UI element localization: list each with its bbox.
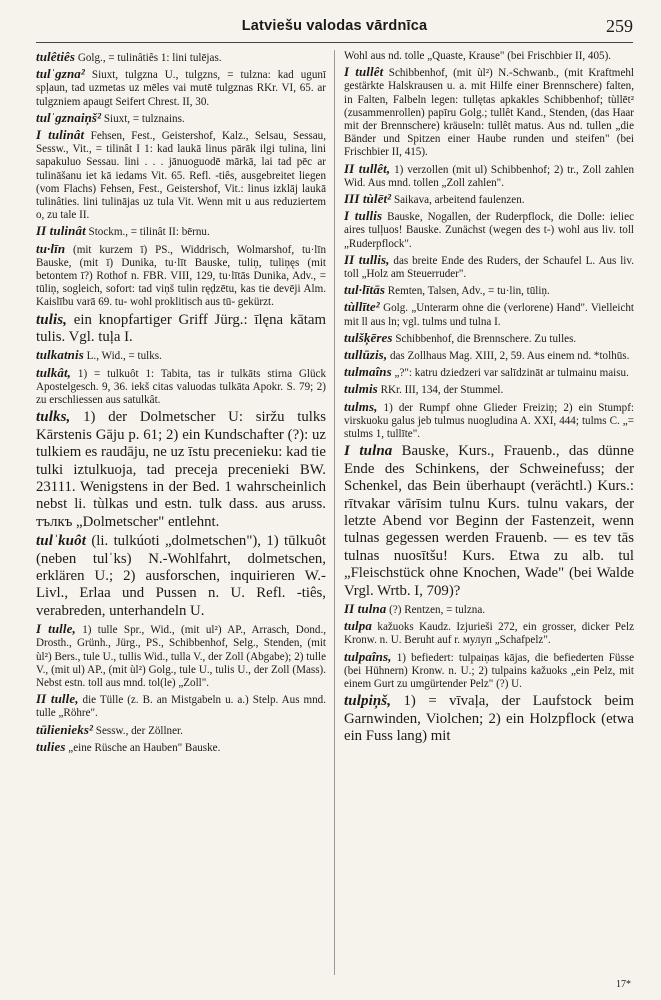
dictionary-entry xyxy=(36,242,326,310)
entry-text: (li. tulkúoti „dolmetschen"), 1) tūlkuôt (neben tulˈks) N.-Wohlfahrt, dolmetschen, erklären U.; 2) ausforschen, inquirieren W.-Livl., Erlaa und Pussen n. U. Refl. -tiês, verabreden, unterhandeln U. xyxy=(36,533,326,619)
headword: tul·lītās xyxy=(344,282,385,298)
entry-text: Golg., = tulinâtiês 1: lini tulējas. xyxy=(75,52,222,64)
entry-text: die Tülle (z. B. an Mistgabeln u. a.) Stelp. Aus mnd. tulle „Röhre". xyxy=(36,694,326,720)
dictionary-entry xyxy=(344,693,634,745)
dictionary-entry xyxy=(36,740,326,755)
page-number: 259 xyxy=(606,16,633,36)
page-header xyxy=(36,16,633,43)
headword: I tullis xyxy=(344,208,383,224)
dictionary-entry xyxy=(344,253,634,281)
entry-text: 1) der Dolmetscher U: siržu tulks Kārstenis Gāju p. 61; 2) ein Kundschafter (?): uz tulkiem es raudāju, ne uz īstu precenieku: kad tie tulki iztulkuoja, tad preceja precenieki BW. 23111. Wenigstens in der Bed. 1 wahrscheinlich nebst li. tùlkas und estn. tulk dass. aus aruss. тълкъ „Dolmetscher" entlehnt. xyxy=(36,409,326,530)
headword: II tulna xyxy=(344,600,387,616)
left-column xyxy=(36,50,326,980)
entry-text: kažuoks Kaudz. Izjurieši 272, ein grosser, dicker Pelz Kronw. n. U. Beruht auf r. мулуп „Schafpelz". xyxy=(344,621,634,647)
headword: II tullêt, xyxy=(344,160,391,176)
dictionary-entry xyxy=(36,366,326,408)
dictionary-entry xyxy=(344,192,634,207)
entry-text: 1) der Rumpf ohne Glieder Freiziņ; 2) ein Stumpf: virskuoku galus jeb tulmus nuogludina A. XXI, 444; tulms C. „= stulms 1, tullīte". xyxy=(344,401,634,441)
dictionary-entry xyxy=(36,67,326,109)
dictionary-entry xyxy=(344,400,634,442)
headword: tu·līn xyxy=(36,240,66,256)
dictionary-entry xyxy=(344,300,634,328)
dictionary-entry xyxy=(36,312,326,347)
dictionary-entry xyxy=(36,348,326,363)
entry-text: (?) Rentzen, = tulzna. xyxy=(386,603,486,616)
entry-text: 1) = vīvaļa, der Laufstock beim Garnwinden, Violchen; 2) ein Holzpflock (etwa ein Fuss lang) mit xyxy=(344,693,634,744)
headword: tulˈkuôt xyxy=(36,533,86,550)
entry-text: Golg. „Unterarm ohne die (verlorene) Hand". Vielleicht mit ll aus ln; vgl. tulms und tulna I. xyxy=(344,302,634,328)
entry-text: (mit kurzem ī) PS., Widdrisch, Wolmarshof, tu·līn Bauske, (mit ī) Dunika, tu·līt Bauske, tuliņ, tuliņęs (mit betontem ī?) Rothof n. FBR. VIII, 129, tu·lītās Dunika, Adv., = tūliņ, sogleich, sofort: tad viņš tulin ręḍzētu, kas tie devēji Alm. Kaislību varā 69. tu- wohl proklitisch aus tū- gekürzt. xyxy=(36,243,326,309)
headword: tulmis xyxy=(344,381,378,397)
headword: II tulinât xyxy=(36,223,86,239)
dictionary-entry xyxy=(344,650,634,692)
entry-text: „?": katru dziedzeri var salīdzināt ar tulmainu maisu. xyxy=(391,367,629,380)
dictionary-entry xyxy=(344,348,634,363)
entry-text: Stockm., = tilinât II: bērnu. xyxy=(85,226,210,239)
entry-text: RKr. III, 134, der Stummel. xyxy=(377,384,504,397)
dictionary-entry xyxy=(344,365,634,380)
entry-text: 1) tulle Spr., Wid., (mit ul²) AP., Arrasch, Dond., Drosth., Grünh., Jürg., PS., Schibbenhof, Selg., Stenden, (mit ùl²) Bers., tule U., tullis Wid., tulla V., der Zoll (Abgabe); 2) tulle V., (mit ul) AP., (mit ùl²) Golg., tule U., tulis U., der Zoll (Mass). Nebst estn. toll aus mnd. tol(le) „Zoll". xyxy=(36,624,326,689)
dictionary-entry xyxy=(344,331,634,346)
entry-text: L., Wid., = tulks. xyxy=(83,350,162,363)
dictionary-entry xyxy=(344,209,634,251)
dictionary-entry xyxy=(36,50,326,65)
dictionary-entry xyxy=(36,533,326,620)
dictionary-entry xyxy=(36,128,326,222)
headword: tulêtiês xyxy=(36,50,76,64)
entry-text: ein knopfartiger Griff Jürg.: īlęna kātam tulis. Vgl. tuļa I. xyxy=(36,311,326,346)
headword: tùllīte² xyxy=(344,299,380,315)
headword: tulšķēres xyxy=(344,329,393,345)
headword: tulmaîns xyxy=(344,364,392,380)
headword: tulis, xyxy=(36,311,68,328)
headword: tulˈgznaiņš² xyxy=(36,109,102,125)
headword: I tulinât xyxy=(36,127,85,143)
entry-text: das breite Ende des Ruders, der Schaufel L. Aus liv. toll „Holz am Steuerruder". xyxy=(344,254,634,281)
headword: II tullis, xyxy=(344,251,390,267)
dictionary-entry xyxy=(344,162,634,190)
running-title: Latviešu valodas vārdnīca xyxy=(241,18,428,34)
entry-text: Schibbenhof, (mit ùl²) N.-Schwanb., (mit Kraftmehl gestärkte Halskrausen u. a. mit Hilfe einer Brennschere) falten, in Falten, Falbeln legen: tullętas apkakles Schibbenhof; tùllēt² (zusammenrollen) papīru Golg.; tullêt Kand., Stenden, (das Haar mit der Brennschere) kräuseln: tullêt matus. Aus nd. tullen „die Bänder und Spitzen einer Haube runden und steifen" (bei Frischbier II, 415). xyxy=(344,67,634,159)
entry-text: Siuxt, = tulznains. xyxy=(101,112,185,125)
entry-text: 1) befiedert: tulpaiņas kājas, die befiederten Füsse (bei Hühnern) Kronw. n. U.; 2) tulpains kažuoks „ein Pelz, mit einem Gurt zu umgürtender Pelz" (?) U. xyxy=(344,651,634,690)
headword: tulpa xyxy=(344,618,372,634)
entry-text: Siuxt, tulgzna U., tulgzns, = tulzna: kad ugunī spļaun, tad uzmetas uz mēles vai mutē tulgznas RKr. VI, 65. ar tulgzniem apaugt Seifert Chrest. II, 30. xyxy=(36,69,326,108)
entry-text: Sessw., der Zöllner. xyxy=(93,724,183,737)
dictionary-entry xyxy=(344,65,634,159)
headword: tulkatnis xyxy=(36,347,84,363)
headword: I tullêt xyxy=(344,64,384,80)
entry-text: 1) verzollen (mit ul) Schibbenhof; 2) tr., Zoll zahlen Wid. Aus mnd. tollen „Zoll zahlen". xyxy=(344,163,634,189)
headword: tulpaîns, xyxy=(344,648,392,664)
dictionary-entry xyxy=(36,622,326,690)
headword: III tùlēt² xyxy=(344,191,392,207)
headword: tūlienieks² xyxy=(36,721,94,737)
headword: tulks, xyxy=(36,409,71,426)
dictionary-entry xyxy=(344,619,634,647)
headword: II tulle, xyxy=(36,691,79,707)
dictionary-entry xyxy=(344,443,634,600)
entry-text: Bauske, Kurs., Frauenb., das dünne Ende des Schinkens, der Schweinefuss; der Schenkel, das Bein überhaupt (verächtl.) Kurs.: rītvakar vārīsim tulnu Kurs. tulnu vakars, der letzte Abend vor Beginn der Fastenzeit, wenn tulnas gegessen werden Frauenb. — es tev tās tulnas nuosītšu! Kurs. Etwa zu alb. tul „Fleischstück ohne Knochen, Wade" (bei Walde Vrgl. Wrtb. I, 709)? xyxy=(344,443,634,599)
signature-mark: 17* xyxy=(616,979,631,990)
dictionary-entry xyxy=(344,50,634,63)
entry-text: das Zollhaus Mag. XIII, 2, 59. Aus einem nd. *tolhūs. xyxy=(387,350,630,363)
right-column xyxy=(344,50,634,980)
entry-text: Saikava, arbeitend faulenzen. xyxy=(391,194,525,207)
headword: I tulle, xyxy=(36,621,76,637)
entry-text: „eine Rüsche an Hauben" Bauske. xyxy=(65,741,221,754)
column-divider xyxy=(334,50,335,975)
dictionary-entry xyxy=(36,224,326,239)
entry-text: 1) = tulkuôt 1: Tabita, tas ir tulkāts stirna Glück Apostelgesch. 9, 36. iekš citas valuodas tulkāta Apokr. S. 79; 2) zu erschliessen aus satulkât. xyxy=(36,367,326,407)
headword: I tulna xyxy=(344,443,393,460)
dictionary-entry xyxy=(344,602,634,617)
entry-text: Fehsen, Fest., Geistershof, Kalz., Selsau, Sessau, Sessw., Vit., = tilinât I 1: kad laukā linus pārāk ilgi tulina, lini sapakuluo Sessau. lini . . . jānuoguodē mārkā, lai tad pēc ar tulināšanu iet kā iedams Vit. 65. Refl. -tiês, ausgebreitet liegen (vom Flachs) Fehsen, Fest., Geistershof, Vit.: linus izklāj laukā tulinâties. lini tulinājas uz tula Vit. Wenn mit u aus reduziertem o, zu tale II. xyxy=(36,130,326,222)
entry-text: Remten, Talsen, Adv., = tu·lin, tūliņ. xyxy=(385,285,550,298)
headword: tulies xyxy=(36,738,66,754)
dictionary-entry xyxy=(36,723,326,738)
dictionary-entry xyxy=(36,409,326,531)
headword: tulˈgzna² xyxy=(36,66,85,82)
headword: tullūzis, xyxy=(344,347,388,363)
headword: tulpiņš, xyxy=(344,693,392,710)
entry-text: Wohl aus nd. tolle „Quaste, Krause" (bei Frischbier II, 405). xyxy=(344,50,612,62)
headword: tulkât, xyxy=(36,364,72,380)
headword: tulms, xyxy=(344,398,378,414)
entry-text: Bauske, Nogallen, der Ruderpflock, die Dolle: ieliec aires tulļuos! Bauske. Zunächst (wegen des t-) wohl aus liv. toll „Ruderpflock". xyxy=(344,211,634,250)
dictionary-entry xyxy=(344,283,634,298)
dictionary-entry xyxy=(344,382,634,397)
dictionary-entry xyxy=(36,692,326,720)
dictionary-entry xyxy=(36,111,326,126)
entry-text: Schibbenhof, die Brennschere. Zu tulles. xyxy=(392,332,577,345)
